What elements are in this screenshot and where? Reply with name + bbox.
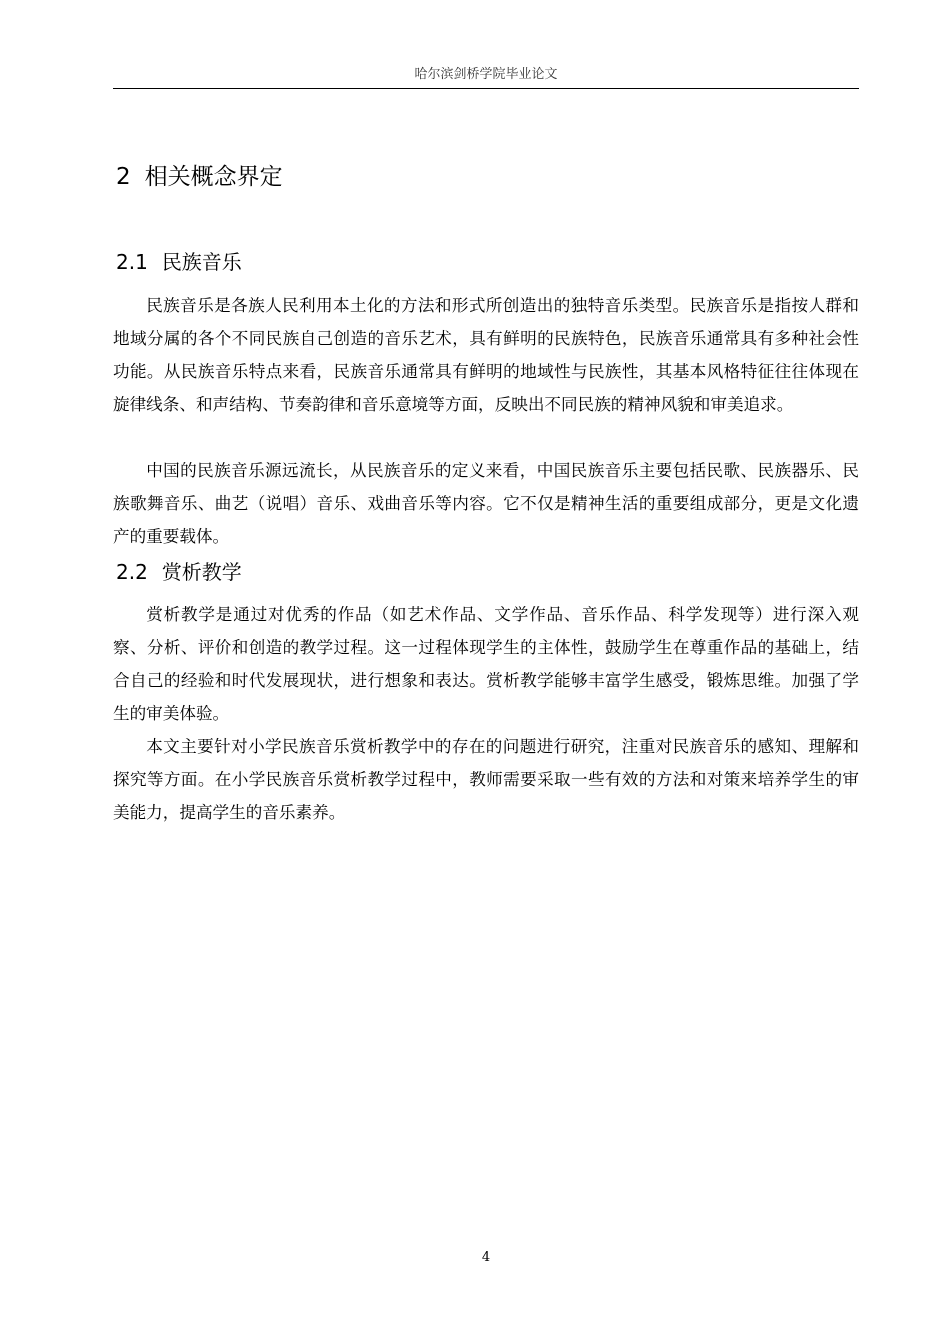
section-number: 2.1 <box>116 250 148 274</box>
section-number: 2.2 <box>116 560 148 584</box>
header-divider <box>113 88 859 89</box>
chapter-title: 相关概念界定 <box>144 164 283 190</box>
section-title: 民族音乐 <box>161 250 242 274</box>
running-header: 哈尔滨剑桥学院毕业论文 <box>414 67 558 82</box>
paragraph: 赏析教学是通过对优秀的作品（如艺术作品、文学作品、音乐作品、科学发现等）进行深入观察、分析、评价和创造的教学过程。这一过程体现学生的主体性，鼓励学生在尊重作品的基础上，结合自己的经验和时代发展现状，进行想象和表达。赏析教学能够丰富学生感受，锻炼思维。加强了学生的审美体验。 <box>113 605 859 723</box>
paragraph: 中国的民族音乐源远流长，从民族音乐的定义来看，中国民族音乐主要包括民歌、民族器乐、民族歌舞音乐、曲艺（说唱）音乐、戏曲音乐等内容。它不仅是精神生活的重要组成部分，更是文化遗产的重要载体。 <box>113 461 859 546</box>
paragraph: 民族音乐是各族人民利用本土化的方法和形式所创造出的独特音乐类型。民族音乐是指按人群和地域分属的各个不同民族自己创造的音乐艺术，具有鲜明的民族特色，民族音乐通常具有多种社会性功能。从民族音乐特点来看，民族音乐通常具有鲜明的地域性与民族性，其基本风格特征往往体现在旋律线条、和声结构、节奏韵律和音乐意境等方面，反映出不同民族的精神风貌和审美追求。 <box>113 296 859 414</box>
paragraph: 本文主要针对小学民族音乐赏析教学中的存在的问题进行研究，注重对民族音乐的感知、理解和探究等方面。在小学民族音乐赏析教学过程中，教师需要采取一些有效的方法和对策来培养学生的审美能力，提高学生的音乐素养。 <box>113 737 859 822</box>
section-title: 赏析教学 <box>161 560 242 584</box>
section-heading-2-2 <box>116 558 242 586</box>
section-heading-2-1 <box>116 248 242 276</box>
chapter-heading <box>116 161 283 193</box>
chapter-number: 2 <box>116 164 131 190</box>
page-number: 4 <box>481 1250 491 1265</box>
